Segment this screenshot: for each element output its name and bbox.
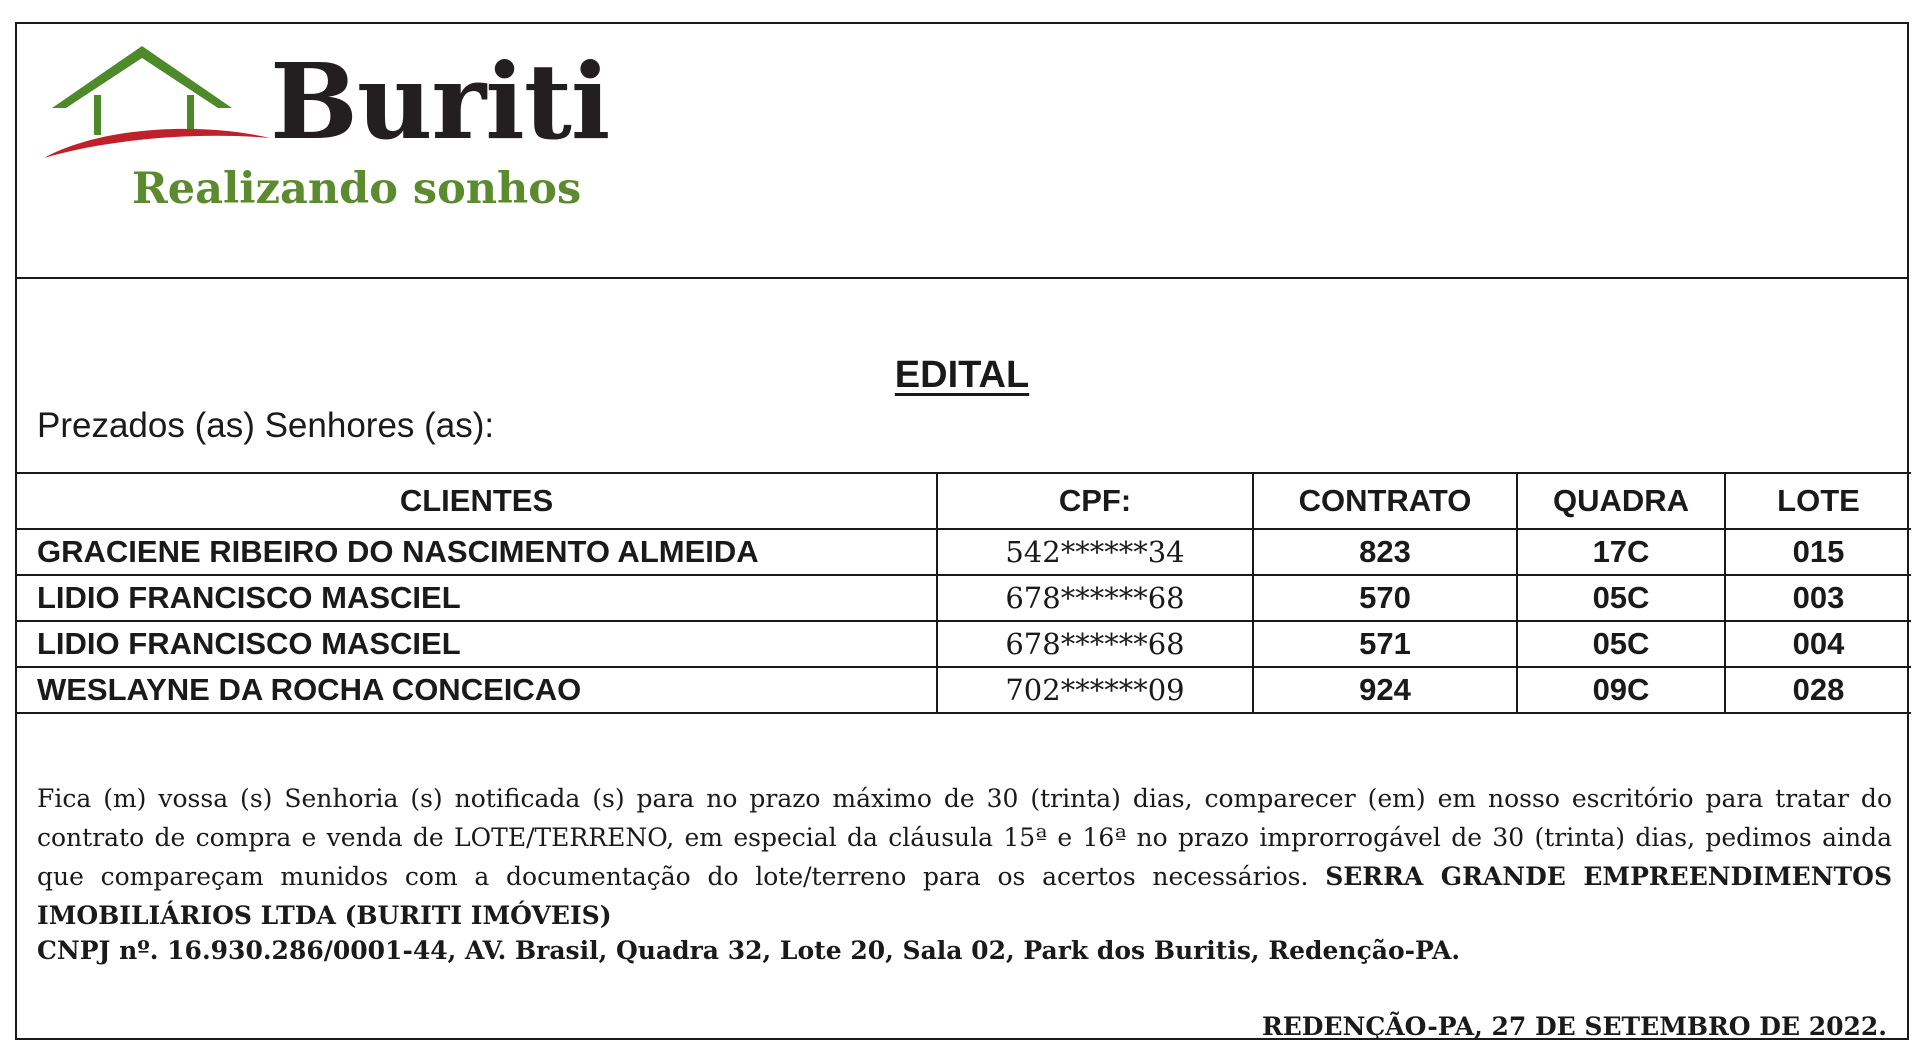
client-name-cell: WESLAYNE DA ROCHA CONCEICAO — [17, 667, 937, 713]
document-frame — [15, 22, 1909, 1040]
place-date: REDENÇÃO-PA, 27 DE SETEMBRO DE 2022. — [1261, 1012, 1887, 1041]
lot-cell: 028 — [1725, 667, 1911, 713]
cnpj-address: CNPJ nº. 16.930.286/0001-44, AV. Brasil, Quadra 32, Lote 20, Sala 02, Park dos Buritis, Redenção-PA. — [37, 936, 1461, 965]
block-cell: 05C — [1517, 621, 1725, 667]
company-name: SERRA GRANDE EMPREENDIMENTOS IMOBILIÁRIOS LTDA (BURITI IMÓVEIS) — [37, 862, 1892, 930]
client-name-cell: GRACIENE RIBEIRO DO NASCIMENTO ALMEIDA — [17, 529, 937, 575]
table-row — [17, 667, 1911, 713]
house-roof-icon — [42, 40, 272, 160]
column-header-clients: CLIENTES — [17, 473, 937, 529]
lot-cell: 003 — [1725, 575, 1911, 621]
clients-table — [17, 472, 1911, 714]
greeting: Prezados (as) Senhores (as): — [37, 406, 495, 445]
cpf-cell: 678******68 — [937, 621, 1253, 667]
document-title: EDITAL — [894, 354, 1030, 396]
block-cell: 17C — [1517, 529, 1725, 575]
contract-cell: 571 — [1253, 621, 1517, 667]
table-header-row — [17, 473, 1911, 529]
brand-name: Buriti — [270, 40, 610, 163]
column-header-block: QUADRA — [1517, 473, 1725, 529]
column-header-cpf: CPF: — [937, 473, 1253, 529]
cpf-cell: 542******34 — [937, 529, 1253, 575]
buriti-logo — [42, 40, 610, 220]
column-header-lot: LOTE — [1725, 473, 1911, 529]
roof-shape — [52, 46, 232, 108]
contract-cell: 924 — [1253, 667, 1517, 713]
notice-paragraph — [37, 779, 1892, 935]
table-row — [17, 529, 1911, 575]
red-swoosh — [44, 129, 270, 158]
cpf-cell: 702******09 — [937, 667, 1253, 713]
brand-tagline: Realizando sonhos — [132, 164, 582, 214]
column-header-contract: CONTRATO — [1253, 473, 1517, 529]
header — [17, 24, 1907, 279]
roof-post-left — [94, 95, 101, 135]
table-row — [17, 621, 1911, 667]
client-name-cell: LIDIO FRANCISCO MASCIEL — [17, 621, 937, 667]
lot-cell: 004 — [1725, 621, 1911, 667]
contract-cell: 823 — [1253, 529, 1517, 575]
contract-cell: 570 — [1253, 575, 1517, 621]
notice-text: Fica (m) vossa (s) Senhoria (s) notificada (s) para no prazo máximo de 30 (trinta) dias, comparecer (em) em nosso escritório para tratar do contrato de compra e venda de LOTE/TERRENO, em especial da cláusula 15ª e 16ª no prazo improrrogável de 30 (trinta) dias, pedimos ainda que compareçam munidos com a documentação do lote/terreno para os acertos necessários. — [37, 784, 1892, 891]
table-row — [17, 575, 1911, 621]
block-cell: 05C — [1517, 575, 1725, 621]
block-cell: 09C — [1517, 667, 1725, 713]
cpf-cell: 678******68 — [937, 575, 1253, 621]
client-name-cell: LIDIO FRANCISCO MASCIEL — [17, 575, 937, 621]
lot-cell: 015 — [1725, 529, 1911, 575]
